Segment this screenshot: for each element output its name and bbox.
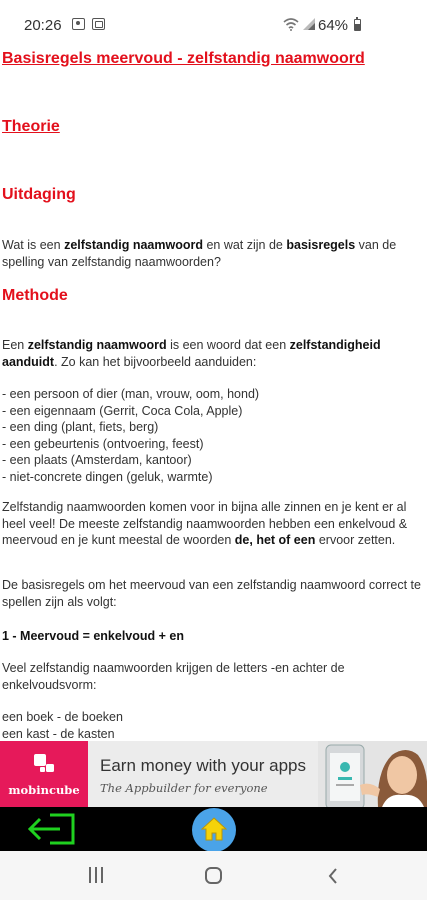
home-icon bbox=[201, 816, 227, 842]
ad-logo bbox=[0, 741, 88, 807]
ad-subtitle: The Appbuilder for everyone bbox=[100, 781, 268, 795]
rule-1-examples bbox=[2, 709, 422, 741]
list-item: - een plaats (Amsterdam, kantoor) bbox=[2, 453, 192, 467]
recent-apps-icon[interactable] bbox=[88, 867, 104, 883]
ad-title: Earn money with your apps bbox=[100, 756, 306, 775]
wifi-icon bbox=[283, 18, 299, 31]
status-bar bbox=[0, 0, 427, 44]
rule-1-paragraph: Veel zelfstandig naamwoorden krijgen de letters -en achter de enkelvoudsvorm: bbox=[2, 661, 345, 692]
challenge-text: Wat is een zelfstandig naamwoord en wat zijn de basisregels van de spelling van zelfstandig naamwoorden? bbox=[2, 238, 397, 269]
ad-banner[interactable] bbox=[0, 741, 427, 807]
heading-method: Methode bbox=[2, 287, 68, 304]
app-bottom-bar bbox=[0, 807, 427, 851]
list-item: - een persoon of dier (man, vrouw, oom, hond) bbox=[2, 387, 260, 401]
ad-photo bbox=[318, 741, 427, 807]
list-item: - een gebeurtenis (ontvoering, feest) bbox=[2, 436, 204, 451]
battery-icon bbox=[354, 19, 361, 31]
system-home-icon[interactable] bbox=[205, 867, 222, 884]
nouns-paragraph: Zelfstandig naamwoorden komen voor in bijna alle zinnen en je kent er al heel veel! De meeste zelfstandig naamwoorden hebben een enkelvoud & meervoud en je kunt meestal de woorden de, het of een ervoor zetten. bbox=[2, 500, 408, 547]
list-item: een kast - de kasten bbox=[2, 726, 115, 741]
intro-paragraph: Een zelfstandig naamwoord is een woord dat een zelfstandigheid aanduidt. Zo kan het bijvoorbeeld aanduiden: bbox=[2, 338, 381, 369]
notification-box-icon bbox=[72, 18, 85, 30]
page-title: Basisregels meervoud - zelfstandig naamwoord bbox=[2, 50, 365, 67]
article-content[interactable] bbox=[0, 44, 427, 741]
battery-percent: 64% bbox=[318, 17, 349, 34]
list-item: - niet-concrete dingen (geluk, warmte) bbox=[2, 469, 213, 484]
rules-intro-paragraph: De basisregels om het meervoud van een zelfstandig naamwoord correct te spellen zijn als volgt: bbox=[2, 578, 421, 609]
home-button[interactable] bbox=[192, 808, 236, 852]
ad-brand: mobincube bbox=[8, 783, 80, 797]
examples-list bbox=[2, 386, 422, 485]
mobincube-logo-icon bbox=[33, 753, 55, 775]
heading-theory: Theorie bbox=[2, 118, 60, 135]
signal-icon bbox=[303, 18, 316, 30]
list-item: een boek - de boeken bbox=[2, 710, 123, 724]
exit-button[interactable] bbox=[26, 812, 80, 846]
status-time: 20:26 bbox=[24, 17, 62, 34]
system-back-icon[interactable] bbox=[327, 867, 339, 885]
system-nav-bar bbox=[0, 851, 427, 900]
heading-challenge: Uitdaging bbox=[2, 186, 76, 203]
rule-1-heading: 1 - Meervoud = enkelvoud + en bbox=[2, 629, 185, 643]
image-icon bbox=[92, 18, 105, 30]
list-item: - een eigennaam (Gerrit, Coca Cola, Apple) bbox=[2, 403, 243, 418]
list-item: - een ding (plant, fiets, berg) bbox=[2, 420, 159, 434]
